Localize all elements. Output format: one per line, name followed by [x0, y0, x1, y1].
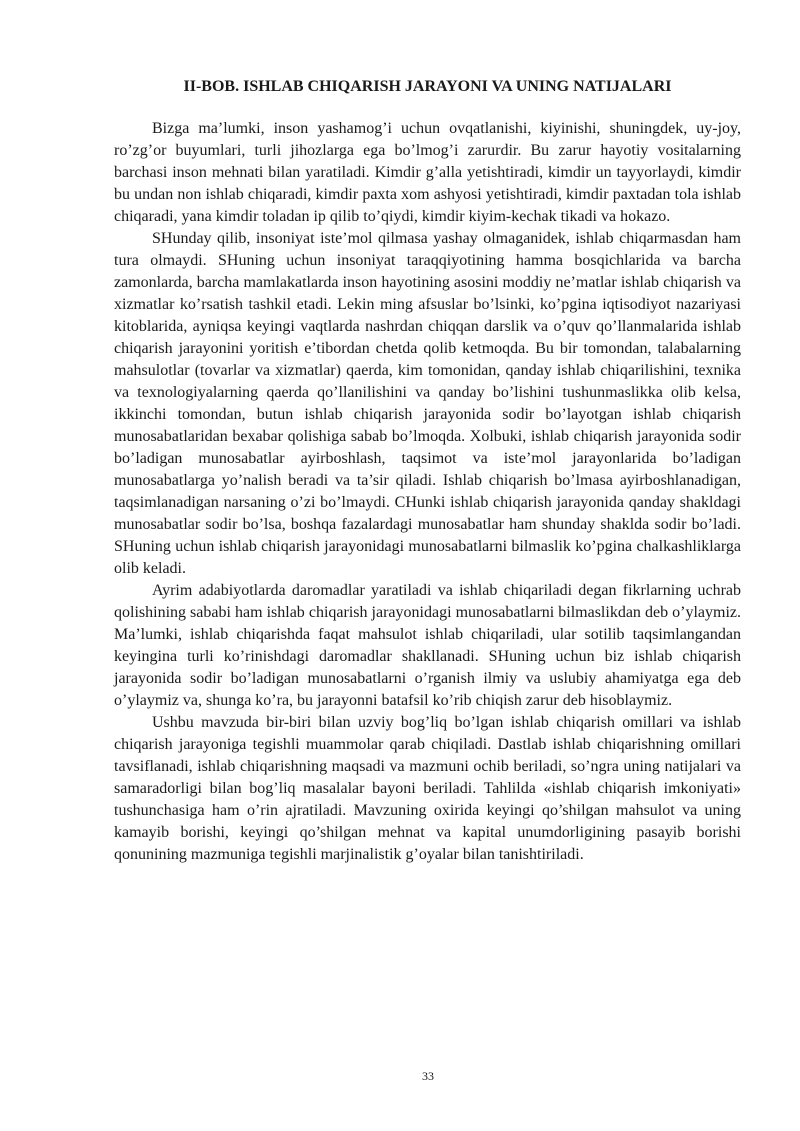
paragraph-4: Ushbu mavzuda bir-biri bilan uzviy bog’liq bo’lgan ishlab chiqarish omillari va ishlab chiqarish jarayoniga tegishli muammolar qarab chiqiladi. Dastlab ishlab chiqarishning omillari tavsiflanadi, ishlab chiqarishning maqsadi va mazmuni ochib beriladi, so’ngra uning natijalari va samaradorligi bilan bog’liq masalalar bayoni beriladi. Tahlilda «ishlab chiqarish imkoniyati» tushunchasiga ham o’rin ajratiladi. Mavzuning oxirida keyingi qo’shilgan mahsulot va uning kamayib borishi, keyingi qo’shilgan mehnat va kapital unumdorligining pasayib borishi qonunining mazmuniga tegishli marjinalistik g’oyalar bilan tanishtiriladi. [114, 714, 741, 863]
body-text [114, 118, 741, 866]
chapter-title: II-BOB. ISHLAB CHIQARISH JARAYONI VA UNING NATIJALARI [183, 78, 672, 95]
page-number: 33 [422, 1069, 434, 1083]
paragraph-3: Ayrim adabiyotlarda daromadlar yaratiladi va ishlab chiqariladi degan fikrlarning uchrab qolishining sababi ham ishlab chiqarish jarayonidagi munosabatlarni bilmaslikdan deb o’ylaymiz. Ma’lumki, ishlab chiqarishda faqat mahsulot ishlab chiqariladi, ular sotilib taqsimlangandan keyingina turli ko’rinishdagi daromadlar shakllanadi. SHuning uchun biz ishlab chiqarish jarayonida sodir bo’ladigan munosabatlarni o’rganish ilmiy va uslubiy ahamiyatga ega deb o’ylaymiz va, shunga ko’ra, bu jarayonni batafsil ko’rib chiqish zarur deb hisoblaymiz. [114, 582, 741, 709]
paragraph-1: Bizga ma’lumki, inson yashamog’i uchun ovqatlanishi, kiyinishi, shuningdek, uy-joy, ro’zg’or buyumlari, turli jihozlarga ega bo’lmog’i zarurdir. Bu zarur hayotiy vositalarning barchasi inson mehnati bilan yaratiladi. Kimdir g’alla yetishtiradi, kimdir un tayyorlaydi, kimdir bu undan non ishlab chiqaradi, kimdir paxta xom ashyosi yetishtiradi, kimdir paxtadan tola ishlab chiqaradi, yana kimdir toladan ip qilib to’qiydi, kimdir kiyim-kechak tikadi va hokazo. [114, 120, 741, 225]
paragraph-2: SHunday qilib, insoniyat iste’mol qilmasa yashay olmaganidek, ishlab chiqarmasdan ham tura olmaydi. SHuning uchun insoniyat taraqqiyotining hamma bosqichlarida va barcha zamonlarda, barcha mamlakatlarda inson hayotining asosini moddiy ne’matlar ishlab chiqarish va xizmatlar ko’rsatish tashkil etadi. Lekin ming afsuslar bo’lsinki, ko’pgina iqtisodiyot nazariyasi kitoblarida, ayniqsa keyingi vaqtlarda nashrdan chiqqan darslik va o’quv qo’llanmalarida ishlab chiqarish jarayonini yoritish e’tibordan chetda qolib ketmoqda. Bu bir tomondan, talabalarning mahsulotlar (tovarlar va xizmatlar) qaerda, kim tomonidan, qanday ishlab chiqarilishini, texnika va texnologiyalarning qaerda qo’llanilishini va qanday bo’lishini tushunmaslikka olib kelsa, ikkinchi tomondan, butun ishlab chiqarish jarayonida sodir bo’layotgan ishlab chiqarish munosabatlaridan bexabar qolishiga sabab bo’lmoqda. Xolbuki, ishlab chiqarish jarayonida sodir bo’ladigan munosabatlar ayirboshlash, taqsimot va iste’mol jarayonlarida bo’ladigan munosabatlarga yo’nalish beradi va ta’sir qiladi. Ishlab chiqarish bo’lmasa ayirboshlanadigan, taqsimlanadigan narsaning o’zi bo’lmaydi. CHunki ishlab chiqarish jarayonida qanday shakldagi munosabatlar sodir bo’lsa, boshqa fazalardagi munosabatlar ham shunday shaklda sodir bo’ladi. SHuning uchun ishlab chiqarish jarayonidagi munosabatlarni bilmaslik ko’pgina chalkashliklarga olib keladi. [114, 230, 741, 577]
